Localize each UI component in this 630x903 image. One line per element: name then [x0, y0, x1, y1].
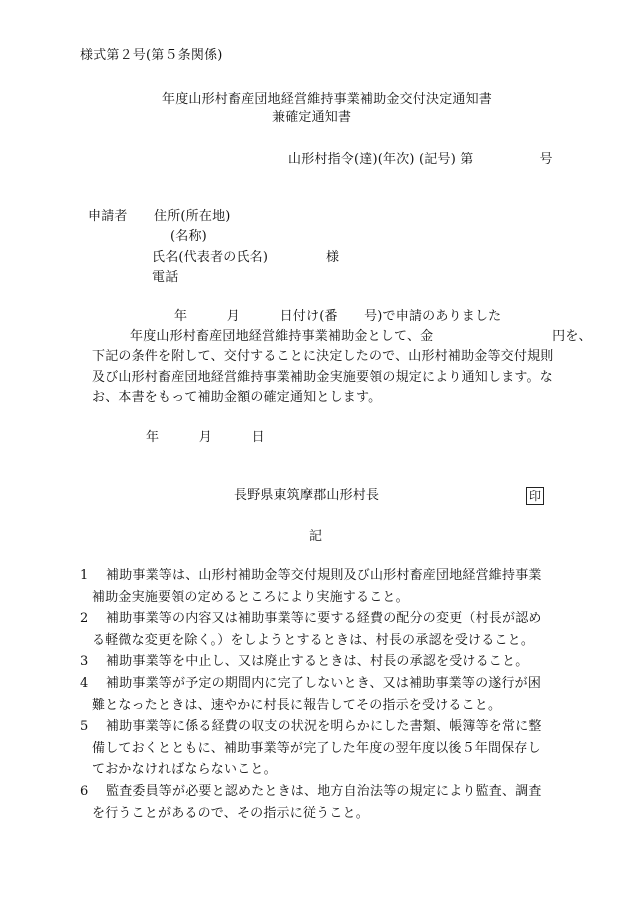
document-number: 山形村指令(達)(年次) (記号) 第 号 — [288, 152, 553, 167]
condition-number: 2 — [80, 611, 89, 627]
seal-stamp: 印 — [526, 487, 544, 505]
condition-text-line: 補助事業等を中止し、又は廃止するときは、村長の承認を受けること。 — [106, 654, 529, 670]
condition-number: 6 — [80, 784, 89, 799]
condition-text-line: ておかなければならないこと。 — [92, 762, 277, 778]
representative-label: 氏名(代表者の氏名) — [152, 250, 269, 265]
applicant-label: 申請者 — [88, 209, 128, 224]
body-line-4: 及び山形村畜産団地経営維持事業補助金実施要領の規定により通知します。な — [92, 370, 553, 385]
condition-number: 4 — [80, 676, 89, 691]
condition-number: 5 — [80, 719, 89, 735]
ki-heading: 記 — [309, 529, 323, 544]
condition-text-line: 監査委員等が必要と認めたときは、地方自治法等の規定により監査、調査 — [106, 784, 542, 799]
phone-label: 電話 — [152, 270, 179, 285]
document-title: 年度山形村畜産団地経営維持事業補助金交付決定通知書 — [162, 92, 493, 107]
form-label: 様式第２号(第５条関係) — [80, 48, 223, 63]
address-label: 住所(所在地) — [154, 209, 231, 224]
condition-text-line: 補助事業等は、山形村補助金等交付規則及び山形村畜産団地経営維持事業 — [106, 568, 542, 583]
body-line-5: お、本書をもって補助金額の確定通知とします。 — [92, 390, 382, 405]
body-line-1: 年 月 日付け(番 号)で申請のありました — [174, 309, 502, 324]
condition-text-line: を行うことがあるので、その指示に従うこと。 — [92, 805, 369, 821]
condition-text-line: 補助事業等が予定の期間内に完了しないとき、又は補助事業等の遂行が困 — [106, 676, 542, 691]
body-line-2: 年度山形村畜産団地経営維持事業補助金として、金 円を、 — [130, 329, 592, 344]
condition-text-line: 備しておくとともに、補助事業等が完了した年度の翌年度以後５年間保存し — [92, 740, 541, 756]
body-line-3: 下記の条件を附して、交付することに決定したので、山形村補助金等交付規則 — [92, 349, 554, 364]
condition-text-line: 補助金実施要領の定めるところにより実施すること。 — [92, 589, 409, 605]
condition-text-line: 補助事業等の内容又は補助事業等に要する経費の配分の変更（村長が認め — [106, 611, 542, 627]
condition-number: 3 — [80, 654, 89, 670]
issuer-name: 長野県東筑摩郡山形村長 — [234, 488, 380, 503]
condition-text-line: る軽微な変更を除く。）をしようとするときは、村長の承認を受けること。 — [92, 632, 535, 648]
name-label: (名称) — [170, 229, 207, 244]
document-subtitle: 兼確定通知書 — [272, 110, 352, 125]
issue-date: 年 月 日 — [146, 430, 265, 445]
condition-text-line: 難となったときは、速やかに村長に報告してその指示を受けること。 — [92, 697, 502, 713]
condition-text-line: 補助事業等に係る経費の収支の状況を明らかにした書類、帳簿等を常に整 — [106, 719, 542, 735]
condition-number: 1 — [80, 568, 89, 583]
honorific: 様 — [326, 250, 340, 265]
